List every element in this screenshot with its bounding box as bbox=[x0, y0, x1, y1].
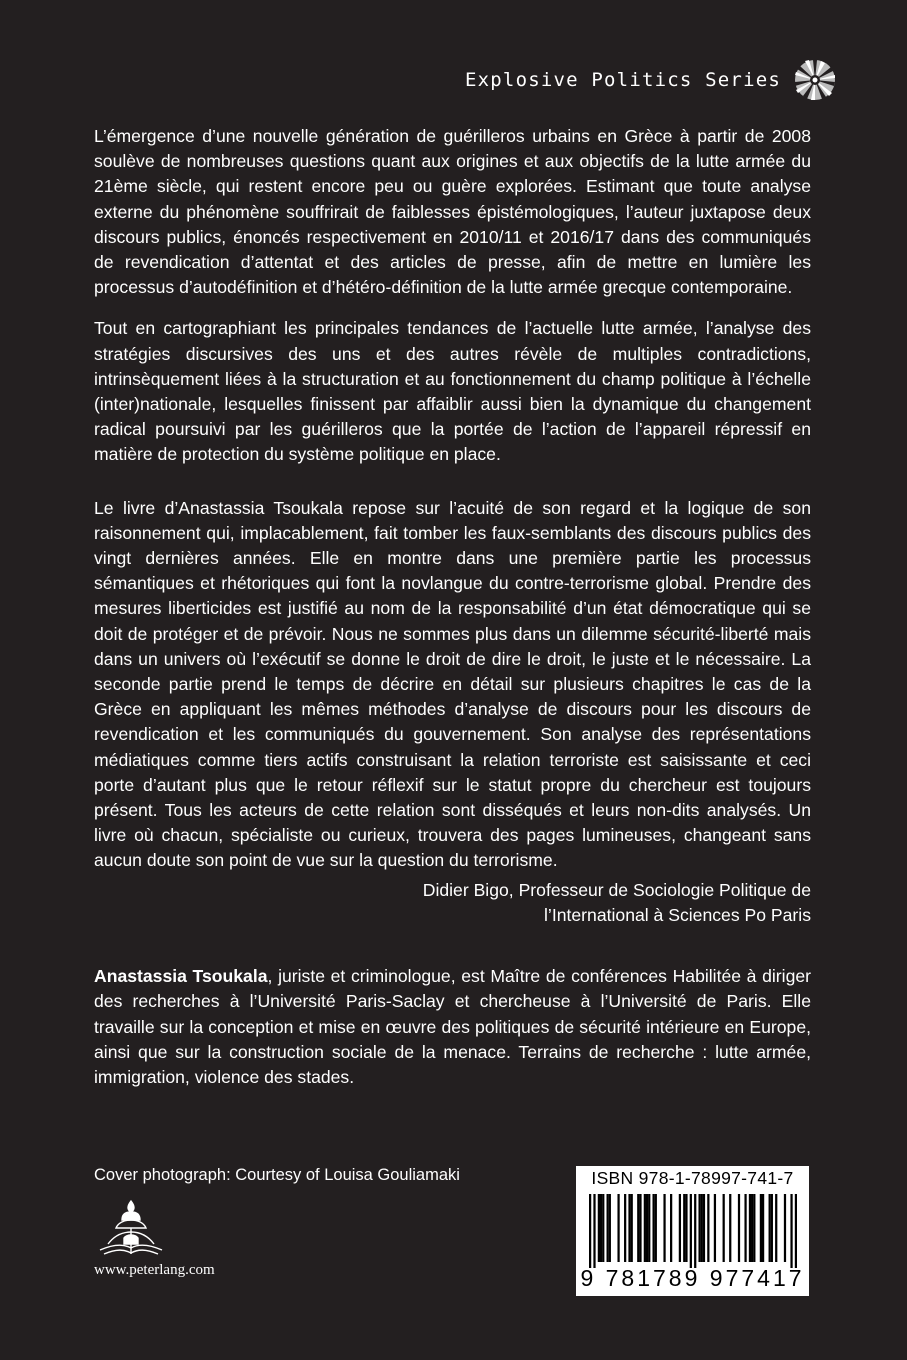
author-name: Anastassia Tsoukala bbox=[94, 966, 268, 987]
barcode-bar bbox=[698, 1194, 700, 1262]
barcode-bar bbox=[670, 1194, 672, 1262]
attribution-line-1: Didier Bigo, Professeur de Sociologie Politique de bbox=[422, 879, 811, 900]
barcode-bar bbox=[685, 1194, 687, 1262]
barcode-bar bbox=[790, 1194, 792, 1268]
back-cover-text bbox=[94, 124, 811, 1090]
barcode-bar bbox=[729, 1194, 731, 1262]
barcode-bar bbox=[593, 1194, 595, 1268]
barcode-bar bbox=[648, 1194, 650, 1262]
barcode-bar bbox=[589, 1194, 591, 1268]
barcode-bar bbox=[744, 1194, 746, 1262]
isbn-label: ISBN 978-1-78997-741-7 bbox=[591, 1168, 794, 1188]
blurb-paragraph-1: L’émergence d’une nouvelle génération de guérilleros urbains en Grèce à partir de 2008 soulève de nombreuses questions quant aux origines et aux objectifs de la lutte armée du 21ème siècle, qui restent encore peu ou guère explorées. Estimant que toute analyse externe du phénomène souffrirait de faiblesses épistémologiques, l’auteur juxtapose deux discours publics, énoncés respectivement en 2010/11 et 2016/17 dans des communiqués de revendication d’attentat et des articles de presse, afin de mettre en lumière les processus d’autodéfinition et d’hétéro-définition de la lutte armée grecque contemporaine. bbox=[94, 126, 811, 298]
series-title: Explosive Politics Series bbox=[465, 69, 781, 91]
barcode-bar bbox=[679, 1194, 681, 1262]
footer-left bbox=[94, 1166, 460, 1278]
barcode-bar bbox=[751, 1194, 753, 1262]
barcode-bar bbox=[690, 1194, 692, 1268]
isbn-barcode-box bbox=[576, 1166, 809, 1296]
barcode-bar bbox=[598, 1194, 600, 1262]
author-bio bbox=[94, 964, 811, 1090]
author-bio-text: , juriste et criminologue, est Maître de conférences Habilitée à diriger des recherches à l’Université Paris-Saclay et chercheuse à l’Université de Paris. Elle travaille sur la conception et mise en œuvre des politiques de sécurité intérieure en Europe, ainsi que sur la construction sociale de la menace. Terrains de recherche : lutte armée, immigration, violence des stades. bbox=[94, 966, 812, 1087]
barcode-bar bbox=[749, 1194, 751, 1262]
barcode-bar bbox=[637, 1194, 639, 1262]
barcode-bar bbox=[795, 1194, 797, 1268]
attribution-line-2: l’International à Sciences Po Paris bbox=[544, 904, 811, 925]
barcode bbox=[589, 1194, 797, 1268]
barcode-bar bbox=[628, 1194, 630, 1262]
barcode-bar bbox=[714, 1194, 716, 1262]
barcode-bar bbox=[683, 1194, 685, 1262]
barcode-bar bbox=[775, 1194, 777, 1262]
cover-credit: Cover photograph: Courtesy of Louisa Gouliamaki bbox=[94, 1166, 460, 1184]
publisher-website: www.peterlang.com bbox=[94, 1262, 215, 1278]
barcode-bar bbox=[760, 1194, 762, 1262]
review-attribution bbox=[94, 878, 811, 928]
barcode-bar bbox=[631, 1194, 633, 1262]
starburst-icon bbox=[793, 58, 837, 102]
peter-lang-logo-icon bbox=[94, 1198, 168, 1262]
barcode-bar bbox=[652, 1194, 654, 1262]
barcode-bar bbox=[644, 1194, 646, 1262]
barcode-digits: 9 781789 977417 bbox=[580, 1265, 805, 1291]
barcode-bar bbox=[753, 1194, 755, 1262]
barcode-bar bbox=[762, 1194, 764, 1262]
barcode-bar bbox=[617, 1194, 619, 1262]
barcode-bar bbox=[694, 1194, 696, 1268]
barcode-bar bbox=[600, 1194, 602, 1262]
barcode-bar bbox=[784, 1194, 786, 1262]
barcode-bar bbox=[624, 1194, 626, 1262]
barcode-bar bbox=[703, 1194, 705, 1262]
barcode-bar bbox=[769, 1194, 771, 1262]
barcode-bar bbox=[771, 1194, 773, 1262]
barcode-bar bbox=[655, 1194, 657, 1262]
barcode-bar bbox=[646, 1194, 648, 1262]
review-text: Le livre d’Anastassia Tsoukala repose sur l’acuité de son regard et la logique de son raisonnement qui, implacablement, fait tomber les faux-semblants des discours publics des vingt dernières années. Elle en montre dans une première partie les processus sémantiques et rhétoriques qui font la novlangue du contre-terrorisme global. Prendre des mesures liberticides est justifié au nom de la responsabilité d’un état démocratique qui se doit de protéger et de prévoir. Nous ne sommes plus dans un dilemme sécurité-liberté mais dans un univers où l’exécutif se donne le droit de dire le droit, le juste et le nécessaire. La seconde partie prend le temps de décrire en détail sur plusieurs chapitres le cas de la Grèce en appliquant les mêmes méthodes d’analyse de discours pour les discours de revendication et les communiqués du gouvernement. Son analyse des représentations médiatiques comme tiers actifs construisant la relation terroriste est saisissante et ceci porte d’autant plus que le retour réflexif sur le statut propre du chercheur est toujours présent. Tous les acteurs de cette relation sont disséqués et leurs non-dits analysés. Un livre où chacun, spécialiste ou curieux, trouvera des pages lumineuses, changeant sans aucun doute son point de vue sur la question du terrorisme. bbox=[94, 497, 811, 871]
barcode-bar bbox=[663, 1194, 665, 1262]
barcode-bar bbox=[609, 1194, 611, 1262]
barcode-bar bbox=[639, 1194, 641, 1262]
series-header bbox=[465, 58, 837, 102]
blurb-paragraph-2: Tout en cartographiant les principales tendances de l’actuelle lutte armée, l’analyse des stratégies discursives des uns et des autres révèle de multiples contradictions, intrinsèquement liées à la structuration et au fonctionnement du champ politique à l’échelle (inter)nationale, lesquelles finissent par affaiblir aussi bien la dynamique du changement radical poursuivi par les guérilleros que la portée de l’action de l’appareil répressif en matière de protection du système politique en place. bbox=[94, 318, 811, 465]
barcode-bar bbox=[723, 1194, 725, 1262]
barcode-bar bbox=[607, 1194, 609, 1262]
barcode-bar bbox=[707, 1194, 709, 1262]
barcode-bar bbox=[602, 1194, 604, 1262]
barcode-bar bbox=[738, 1194, 740, 1262]
barcode-bar bbox=[701, 1194, 703, 1262]
